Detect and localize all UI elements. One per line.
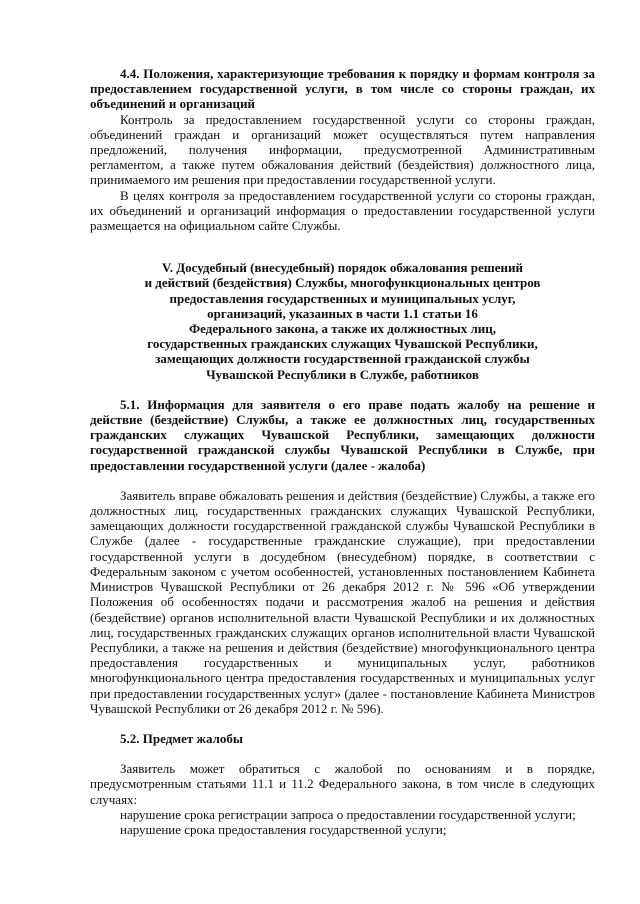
section-5-title-line: организаций, указанных в части 1.1 статьи 16 xyxy=(207,305,478,321)
section-5-2-paragraph: Заявитель может обратиться с жалобой по основаниям и в порядке, предусмотренным статьями 11.1 и 11.2 Федерального закона, в том числе в следующих случаях: xyxy=(90,761,595,807)
section-4-4-paragraph-1: Контроль за предоставлением государственной услуги со стороны граждан, объединений граждан и организаций может осуществляться путем направления предложений, получения информации, предусмотренной Административным регламентом, а также путем обжалования действий (бездействия) должностного лица, принимаемого им решения при предоставлении государственной услуги. xyxy=(90,111,595,188)
section-5-title-line: замещающих должности государственной гражданской службы xyxy=(155,351,530,367)
section-5-1-paragraph: Заявитель вправе обжаловать решения и действия (бездействие) Службы, а также его должностных лиц, государственных гражданских служащих Чувашской Республики, замещающих должности государственной гражданской службы Чувашской Республики в Службе (далее - государственные гражданские служащие), при предоставлении государственной услуги в досудебном (внесудебном) порядке, в соответствии с Федеральным законом с учетом особенностей, установленных постановлением Кабинета Министров Чувашской Республики от 26 декабря 2012 г. № 596 «Об утверждении Положения об особенностях подачи и рассмотрения жалоб на решения и действия (бездействие) органов исполнительной власти Чувашской Республики и их должностных лиц, государственных гражданских служащих органов исполнительной власти Чувашской Республики, а также на решения и действия (бездействие) многофункционального центра предоставления государственных и муниципальных услуг, работников многофункционального центра предоставления государственных и муниципальных услуг при предоставлении государственных услуг» (далее - постановление Кабинета Министров Чувашской Республики от 26 декабря 2012 г. № 596). xyxy=(90,487,595,716)
section-5-title-line: государственных гражданских служащих Чувашской Республики, xyxy=(147,336,538,352)
section-4-4-heading: 4.4. Положения, характеризующие требования к порядку и формам контроля за предоставлением государственной услуги, в том числе со стороны граждан, их объединений и организаций xyxy=(90,66,595,112)
list-item: нарушение срока предоставления государственной услуги; xyxy=(120,821,447,837)
section-5-1-heading: 5.1. Информация для заявителя о его праве подать жалобу на решение и действие (бездействие) Службы, а также ее должностных лиц, государственных гражданских служащих Чувашской Республики, замещающих должности государственной гражданской службы Чувашской Республики в Службе, при предоставлении государственной услуги (далее - жалоба) xyxy=(90,396,595,473)
section-5-title-line: предоставления государственных и муниципальных услуг, xyxy=(169,290,516,306)
list-item: нарушение срока регистрации запроса о предоставлении государственной услуги; xyxy=(120,806,576,822)
section-5-title-line: и действий (бездействия) Службы, многофункциональных центров xyxy=(144,275,541,291)
section-5-title xyxy=(90,260,595,382)
section-5-title-line: V. Досудебный (внесудебный) порядок обжалования решений xyxy=(161,260,524,276)
section-4-4-paragraph-2: В целях контроля за предоставлением государственной услуги со стороны граждан, их объединений и организаций информация о предоставлении государственной услуги размещается на официальном сайте Службы. xyxy=(90,187,595,234)
section-5-2-heading: 5.2. Предмет жалобы xyxy=(120,730,244,746)
section-5-title-line: Чувашской Республики в Службе, работников xyxy=(206,366,479,382)
section-5-title-line: Федерального закона, а также их должностных лиц, xyxy=(189,321,496,337)
